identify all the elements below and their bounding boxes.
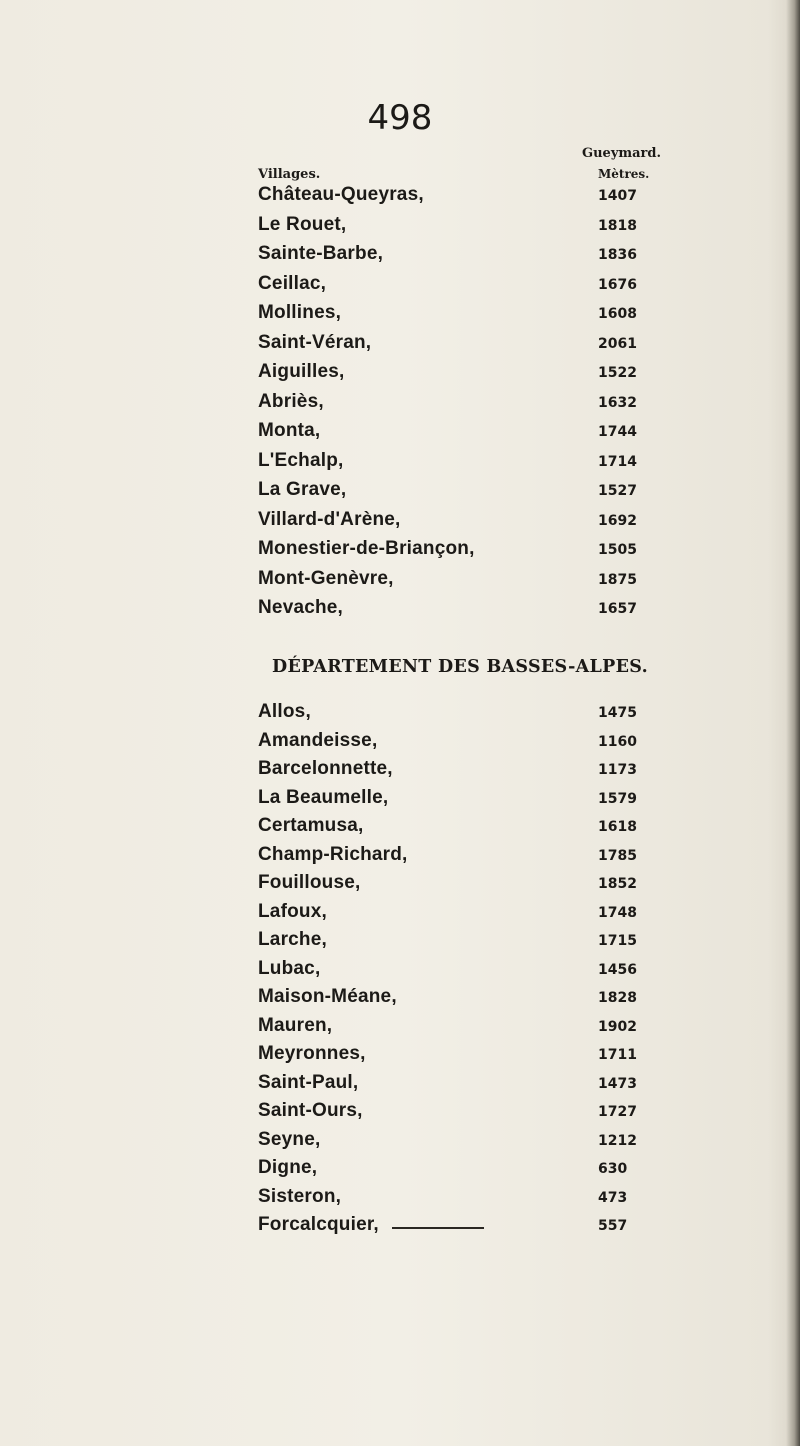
village-name: Monta, bbox=[258, 420, 321, 441]
village-name: Mauren, bbox=[258, 1014, 333, 1036]
table-row bbox=[0, 1015, 800, 1045]
table-row bbox=[0, 815, 800, 845]
table-row bbox=[0, 391, 800, 421]
village-name: Saint-Paul, bbox=[258, 1071, 359, 1093]
village-name: Le Rouet, bbox=[258, 213, 347, 235]
village-name: Villard-d'Arène, bbox=[258, 508, 401, 530]
altitude-value: 1473 bbox=[598, 1075, 637, 1092]
village-name: Digne, bbox=[258, 1157, 318, 1178]
table-row bbox=[0, 1072, 800, 1102]
altitude-value: 1715 bbox=[598, 933, 637, 949]
village-name: Sainte-Barbe, bbox=[258, 243, 384, 264]
village-name: Sisteron, bbox=[258, 1185, 342, 1207]
altitude-value: 1875 bbox=[598, 571, 637, 588]
altitude-value: 1505 bbox=[598, 542, 637, 558]
table-row bbox=[0, 730, 800, 760]
table-row bbox=[0, 1100, 800, 1130]
altitude-value: 1744 bbox=[598, 424, 637, 440]
village-name: Maison-Méane, bbox=[258, 986, 397, 1007]
village-name: Champ-Richard, bbox=[258, 843, 408, 865]
village-name: L'Echalp, bbox=[258, 449, 344, 471]
village-name: Allos, bbox=[258, 701, 311, 722]
altitude-value: 1657 bbox=[598, 601, 637, 617]
altitude-value: 1160 bbox=[598, 733, 637, 750]
table-row bbox=[0, 509, 800, 539]
table-row bbox=[0, 844, 800, 874]
table-row bbox=[0, 901, 800, 931]
altitude-value: 1527 bbox=[598, 483, 637, 499]
table-row bbox=[0, 929, 800, 959]
altitude-value: 1818 bbox=[598, 217, 637, 234]
altitude-value: 1173 bbox=[598, 762, 637, 778]
table-row bbox=[0, 361, 800, 391]
altitude-value: 1836 bbox=[598, 247, 637, 263]
table-row bbox=[0, 568, 800, 598]
altitude-value: 1676 bbox=[598, 276, 637, 293]
village-name: La Grave, bbox=[258, 479, 347, 500]
altitude-value: 630 bbox=[598, 1161, 628, 1177]
altitude-value: 1618 bbox=[598, 819, 637, 835]
table-row bbox=[0, 479, 800, 509]
table-row bbox=[0, 450, 800, 480]
altitude-value: 1522 bbox=[598, 365, 637, 381]
altitude-value: 1727 bbox=[598, 1104, 637, 1120]
village-name: La Beaumelle, bbox=[258, 786, 389, 808]
altitude-value: 1828 bbox=[598, 990, 637, 1006]
altitude-value: 1748 bbox=[598, 904, 637, 921]
table-row bbox=[0, 787, 800, 817]
village-name: Nevache, bbox=[258, 597, 344, 618]
column-header-source: Gueymard. bbox=[582, 146, 662, 161]
altitude-value: 1608 bbox=[598, 306, 637, 322]
altitude-value: 1407 bbox=[598, 188, 637, 204]
village-name: Lafoux, bbox=[258, 900, 327, 922]
table-row bbox=[0, 243, 800, 273]
altitude-value: 1692 bbox=[598, 512, 637, 529]
altitude-value: 1579 bbox=[598, 790, 637, 807]
village-name: Larche, bbox=[258, 929, 327, 950]
table-row bbox=[0, 1129, 800, 1159]
table-row bbox=[0, 986, 800, 1016]
altitude-value: 473 bbox=[598, 1189, 628, 1206]
village-name: Aiguilles, bbox=[258, 361, 345, 382]
village-name: Saint-Véran, bbox=[258, 331, 372, 353]
column-header-villages: Villages. bbox=[258, 167, 321, 182]
table-row bbox=[0, 701, 800, 731]
column-header-unit: Mètres. bbox=[598, 167, 650, 181]
village-name: Certamusa, bbox=[258, 815, 364, 836]
village-name: Monestier-de-Briançon, bbox=[258, 538, 475, 559]
altitude-value: 1475 bbox=[598, 705, 637, 721]
altitude-value: 1714 bbox=[598, 453, 637, 470]
village-name: Saint-Ours, bbox=[258, 1100, 363, 1121]
table-row bbox=[0, 332, 800, 362]
table-row bbox=[0, 538, 800, 568]
village-name: Forcalcquier, bbox=[258, 1214, 379, 1235]
table-row bbox=[0, 420, 800, 450]
table-row bbox=[0, 1186, 800, 1216]
table-row bbox=[0, 1214, 800, 1244]
table-row bbox=[0, 214, 800, 244]
table-row bbox=[0, 184, 800, 214]
table-row bbox=[0, 302, 800, 332]
page-number: 498 bbox=[367, 98, 433, 138]
altitude-value: 1632 bbox=[598, 394, 637, 411]
table-row bbox=[0, 872, 800, 902]
table-row bbox=[0, 273, 800, 303]
altitude-value: 1785 bbox=[598, 847, 637, 864]
village-name: Abriès, bbox=[258, 390, 324, 412]
closing-rule bbox=[392, 1227, 484, 1229]
altitude-value: 1852 bbox=[598, 876, 637, 892]
table-row bbox=[0, 758, 800, 788]
table-row bbox=[0, 958, 800, 988]
table-row bbox=[0, 597, 800, 627]
village-name: Ceillac, bbox=[258, 272, 327, 294]
village-name: Mont-Genèvre, bbox=[258, 567, 394, 589]
village-name: Barcelonnette, bbox=[258, 758, 393, 779]
altitude-value: 1212 bbox=[598, 1132, 637, 1149]
village-name: Château-Queyras, bbox=[258, 184, 424, 205]
village-name: Meyronnes, bbox=[258, 1043, 366, 1064]
village-name: Fouillouse, bbox=[258, 872, 361, 893]
village-name: Lubac, bbox=[258, 957, 321, 979]
department-title: DÉPARTEMENT DES BASSES-ALPES. bbox=[272, 657, 648, 677]
village-name: Amandeisse, bbox=[258, 729, 378, 751]
village-name: Seyne, bbox=[258, 1128, 321, 1150]
altitude-value: 1902 bbox=[598, 1018, 637, 1035]
altitude-value: 2061 bbox=[598, 335, 637, 352]
altitude-value: 1711 bbox=[598, 1047, 637, 1063]
altitude-value: 1456 bbox=[598, 961, 637, 978]
table-row bbox=[0, 1157, 800, 1187]
table-row bbox=[0, 1043, 800, 1073]
village-name: Mollines, bbox=[258, 302, 342, 323]
altitude-value: 557 bbox=[598, 1218, 628, 1234]
